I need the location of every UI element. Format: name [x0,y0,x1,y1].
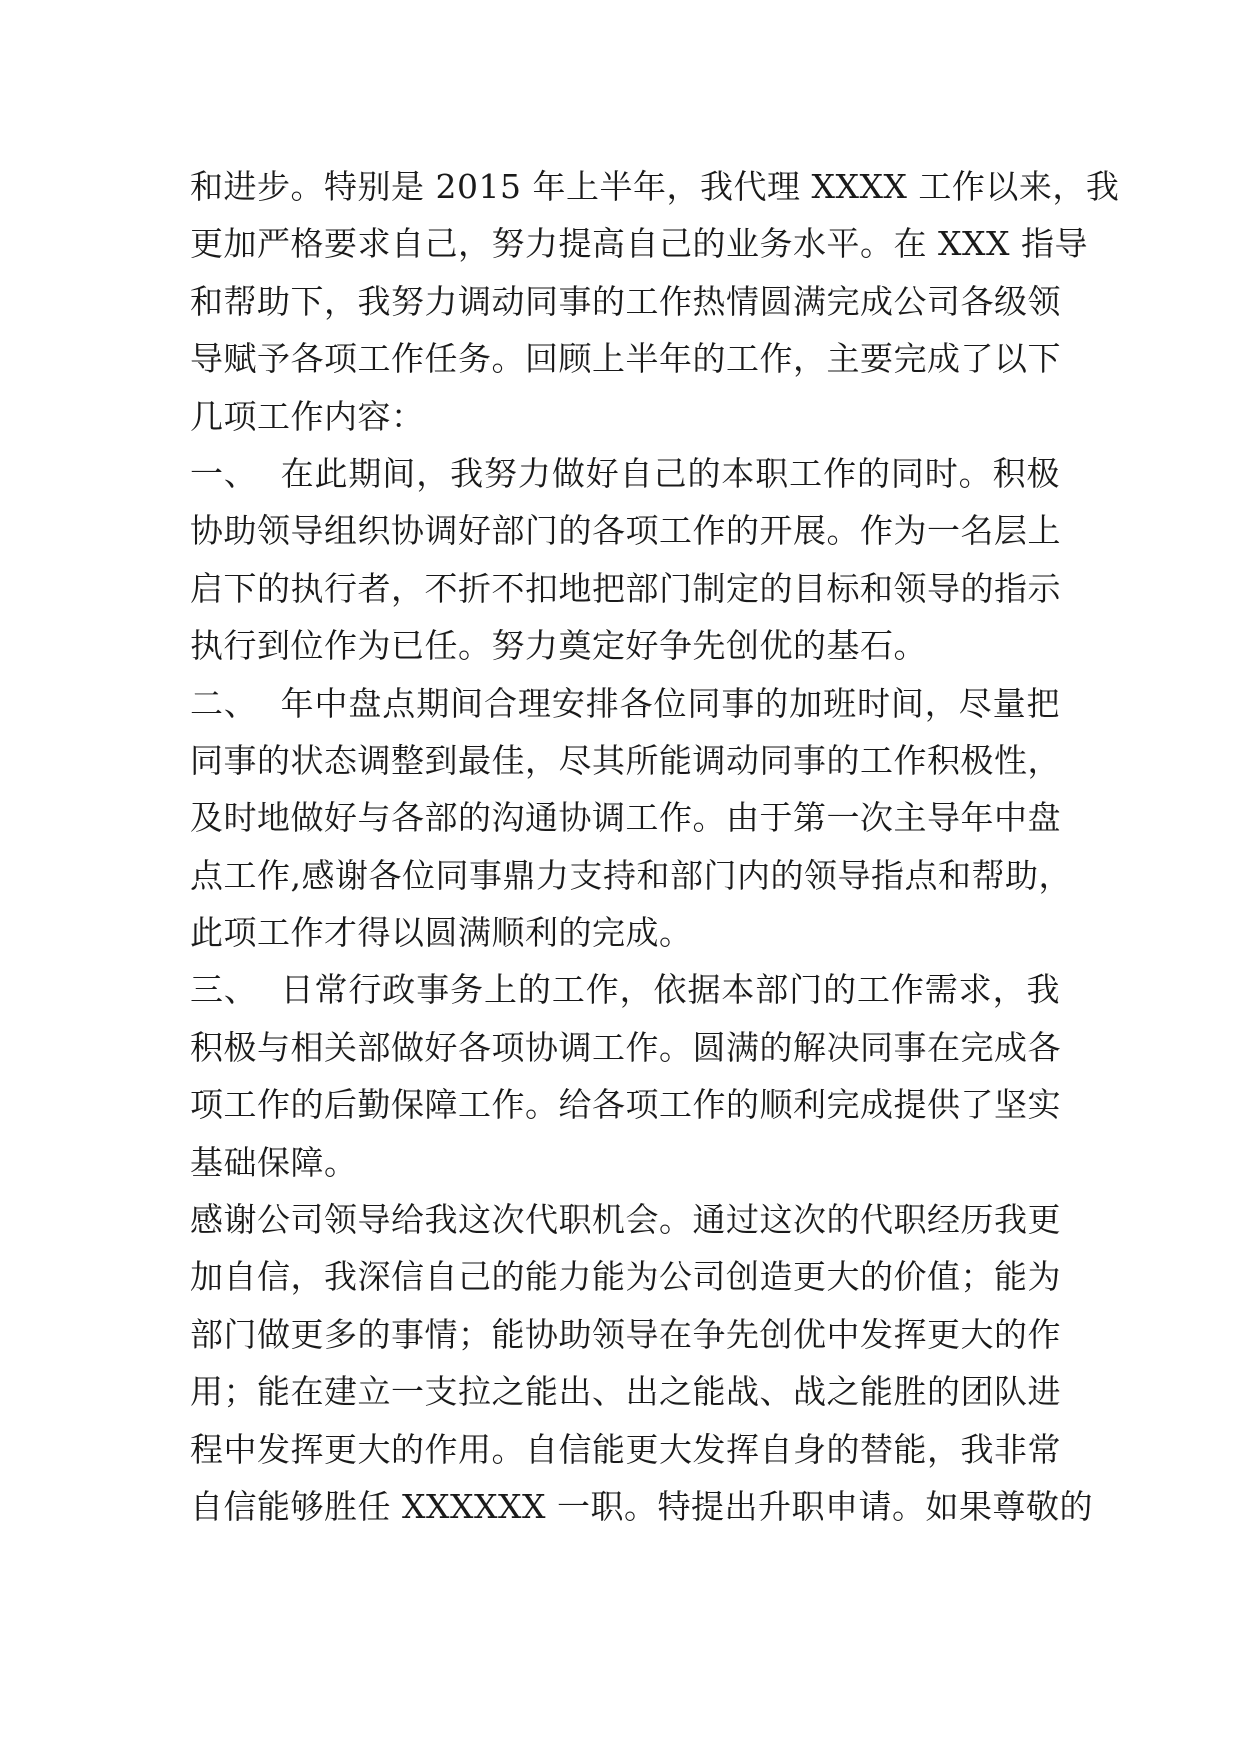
text-line: 积极与相关部做好各项协调工作。圆满的解决同事在完成各 [190,1027,1061,1067]
text-line: 此项工作才得以圆满顺利的完成。 [190,913,693,953]
text-line: 执行到位作为已任。努力奠定好争先创优的基石。 [190,626,927,666]
text-line: 及时地做好与各部的沟通协调工作。由于第一次主导年中盘 [190,798,1061,838]
text-line: 启下的执行者，不折不扣地把部门制定的目标和领导的指示 [190,568,1061,608]
text-line: 用；能在建立一支拉之能出、出之能战、战之能胜的团队进 [190,1372,1061,1412]
text-line: 协助领导组织协调好部门的各项工作的开展。作为一名层上 [190,511,1061,551]
text-line: 程中发挥更大的作用。自信能更大发挥自身的替能，我非常 [190,1429,1061,1469]
text-line: 感谢公司领导给我这次代职机会。通过这次的代职经历我更 [190,1200,1061,1240]
text-line: 更加严格要求自己，努力提高自己的业务水平。在 XXX 指导 [190,224,1088,264]
document-body [190,158,1120,1535]
text-line: 和帮助下，我努力调动同事的工作热情圆满完成公司各级领 [190,281,1061,321]
text-line: 二、 年中盘点期间合理安排各位同事的加班时间，尽量把 [190,683,1060,723]
text-line: 和进步。特别是 2015 年上半年，我代理 XXXX 工作以来，我 [190,167,1120,206]
text-line: 同事的状态调整到最佳，尽其所能调动同事的工作积极性， [190,740,1061,780]
text-line: 自信能够胜任 XXXXXX 一职。特提出升职申请。如果尊敬的 [190,1486,1093,1526]
text-line: 加自信，我深信自己的能力能为公司创造更大的价值；能为 [190,1257,1061,1297]
text-line: 基础保障。 [190,1142,358,1182]
text-line: 几项工作内容： [190,396,425,436]
text-line: 点工作,感谢各位同事鼎力支持和部门内的领导指点和帮助， [190,855,1072,895]
text-line: 项工作的后勤保障工作。给各项工作的顺利完成提供了坚实 [190,1085,1061,1125]
text-line: 一、 在此期间，我努力做好自己的本职工作的同时。积极 [190,453,1060,493]
text-line: 三、 日常行政事务上的工作，依据本部门的工作需求，我 [190,970,1060,1010]
text-line: 导赋予各项工作任务。回顾上半年的工作，主要完成了以下 [190,339,1061,379]
text-line: 部门做更多的事情；能协助领导在争先创优中发挥更大的作 [190,1314,1061,1354]
